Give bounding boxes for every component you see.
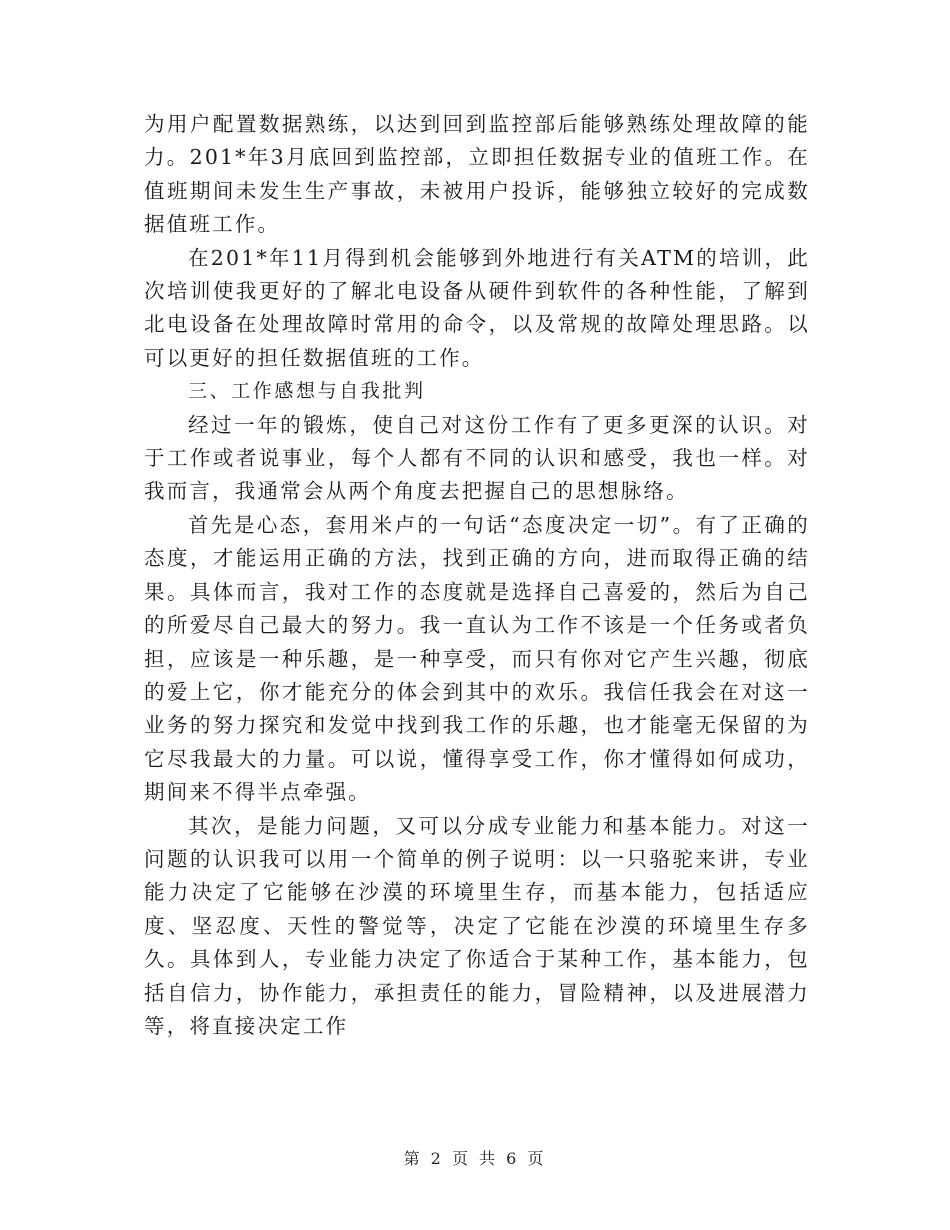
document-page: [144, 108, 810, 1043]
section-heading: 三、工作感想与自我批判: [188, 380, 426, 403]
paragraph-continuation: 为用户配置数据熟练，以达到回到监控部后能够熟练处理故障的能力。201*年3月底回到监控部，立即担任数据专业的值班工作。在值班期间未发生生产事故，未被用户投诉，能够独立较好的完成数据值班工作。: [144, 112, 810, 237]
page-footer: 第 2 页 共 6 页: [403, 1149, 547, 1168]
paragraph-ability: 其次，是能力问题，又可以分成专业能力和基本能力。对这一问题的认识我可以用一个简单的例子说明：以一只骆驼来讲，专业能力决定了它能够在沙漠的环境里生存，而基本能力，包括适应度、坚忍度、天性的警觉等，决定了它能在沙漠的环境里生存多久。具体到人，专业能力决定了你适合于某种工作，基本能力，包括自信力，协作能力，承担责任的能力，冒险精神，以及进展潜力等，将直接决定工作: [144, 813, 810, 1038]
paragraph-attitude: 首先是心态，套用米卢的一句话“态度决定一切”。有了正确的态度，才能运用正确的方法，找到正确的方向，进而取得正确的结果。具体而言，我对工作的态度就是选择自己喜爱的，然后为自己的所爱尽自己最大的努力。我一直认为工作不该是一个任务或者负担，应该是一种乐趣，是一种享受，而只有你对它产生兴趣，彻底的爱上它，你才能充分的体会到其中的欢乐。我信任我会在对这一业务的努力探究和发觉中找到我工作的乐趣，也才能毫无保留的为它尽我最大的力量。可以说，懂得享受工作，你才懂得如何成功，期间来不得半点牵强。: [144, 512, 810, 805]
paragraph-reflection-intro: 经过一年的锻炼，使自己对这份工作有了更多更深的认识。对于工作或者说事业，每个人都有不同的认识和感受，我也一样。对我而言，我通常会从两个角度去把握自己的思想脉络。: [144, 412, 810, 504]
paragraph-atm-training: 在201*年11月得到机会能够到外地进行有关ATM的培训，此次培训使我更好的了解北电设备从硬件到软件的各种性能，了解到北电设备在处理故障时常用的命令，以及常规的故障处理思路。以可以更好的担任数据值班的工作。: [144, 245, 810, 370]
